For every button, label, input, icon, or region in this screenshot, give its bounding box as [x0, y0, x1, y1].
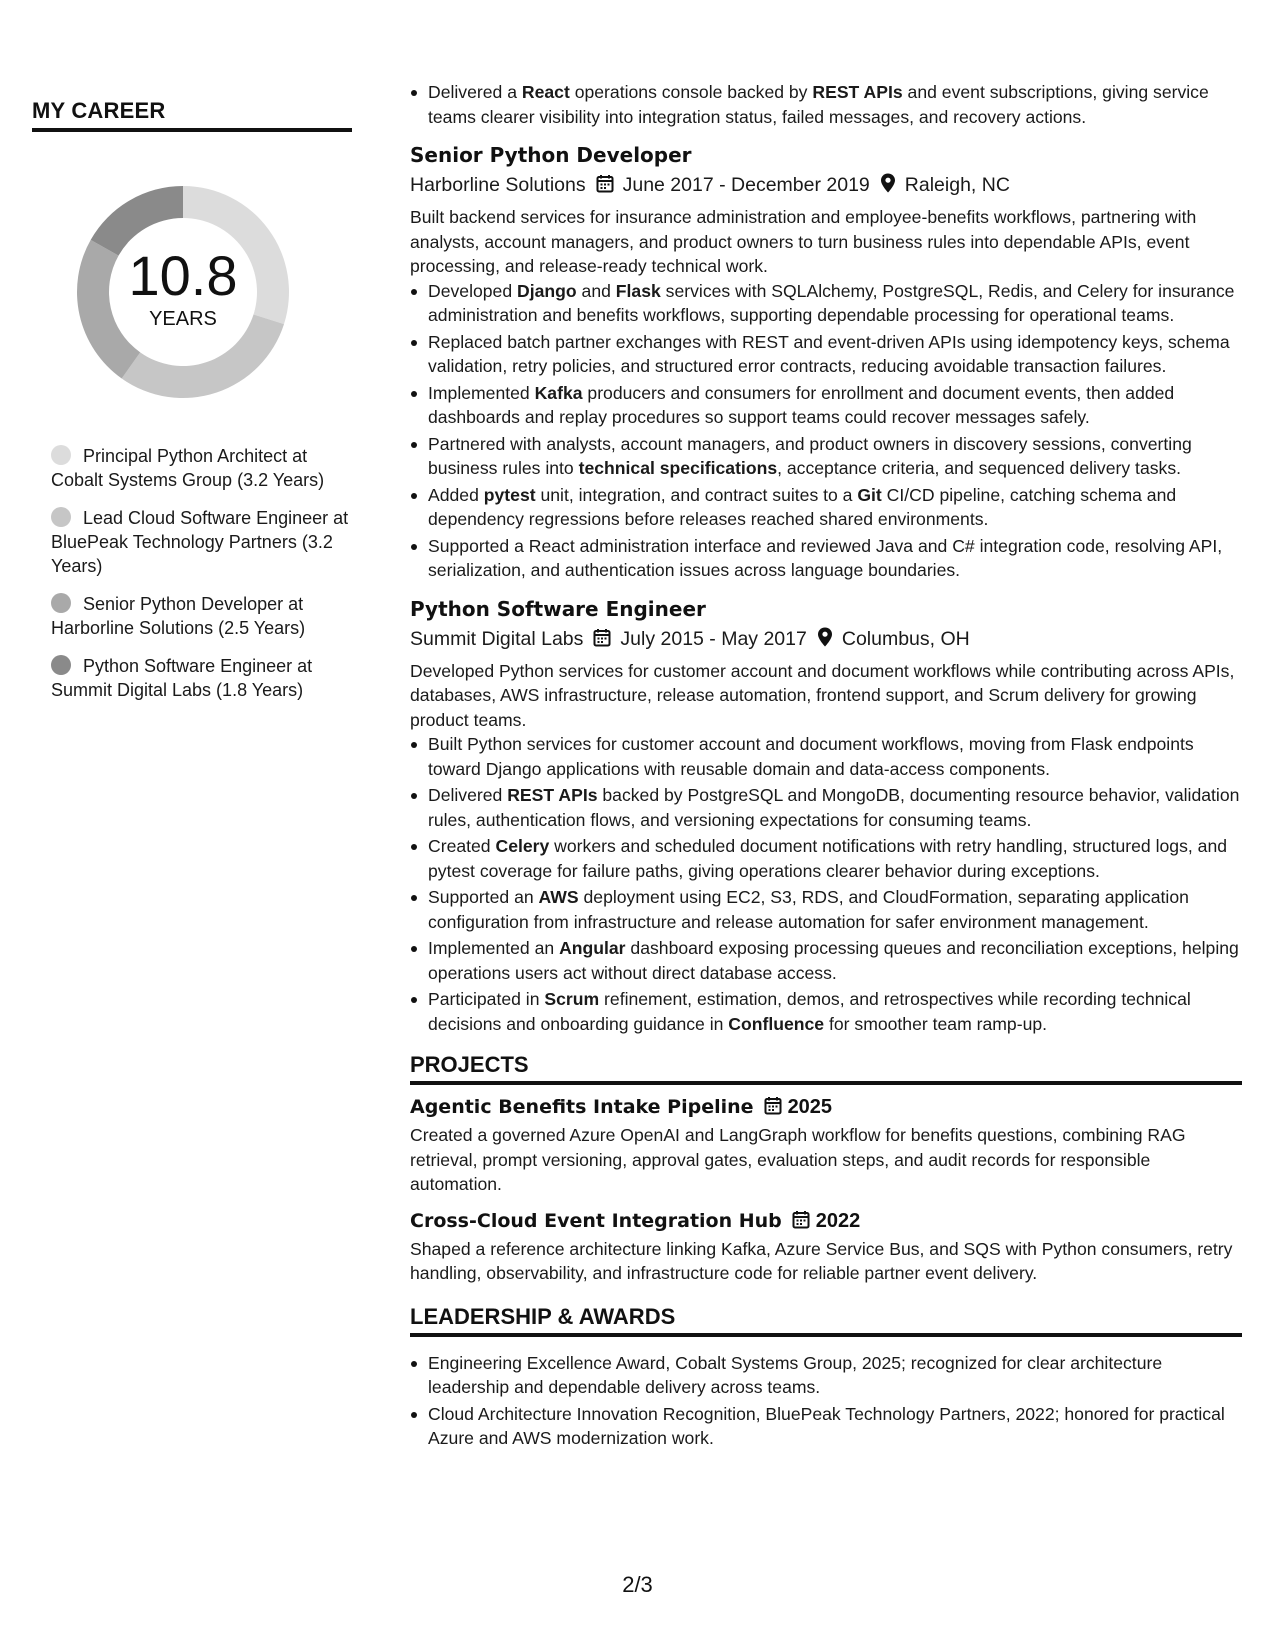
- text-run: Built Python services for customer account and document workflows, moving from Flask endpoints toward Django applications with reusable domain and data-access components.: [428, 734, 1194, 779]
- career-legend-label: Python Software Engineer at Summit Digital Labs (1.8 Years): [51, 656, 313, 700]
- text-run: for smoother team ramp-up.: [824, 1013, 1048, 1034]
- job-entry: [410, 141, 1242, 583]
- job-title: Python Software Engineer: [410, 596, 706, 621]
- bold-keyword: Scrum: [544, 989, 600, 1009]
- bold-keyword: Angular: [559, 938, 626, 958]
- project-entry: [410, 1207, 1242, 1286]
- bold-keyword: REST APIs: [507, 785, 598, 805]
- project-description: Shaped a reference architecture linking Kafka, Azure Service Bus, and SQS with Python consumers, retry handling, observability, and infrastructure code for reliable partner event delivery.: [410, 1238, 1233, 1283]
- bold-keyword: Flask: [615, 280, 661, 301]
- text-run: CI/CD pipeline, catching schema and dependency regressions before releases reached shared environments.: [428, 484, 1177, 529]
- career-legend-item: [51, 654, 352, 702]
- legend-dot: [51, 655, 71, 675]
- bullet-item: [410, 483, 1242, 532]
- job-summary: Built backend services for insurance administration and employee-benefits workflows, partnering with analysts, account managers, and product owners to turn business rules into dependable APIs, event processing, and release-ready technical work.: [410, 207, 1197, 276]
- job-bullets: [410, 732, 1242, 1036]
- awards-heading: LEADERSHIP & AWARDS: [410, 1304, 1242, 1337]
- project-year: 2022: [815, 1209, 861, 1232]
- awards-list: [410, 1351, 1242, 1451]
- bold-keyword: Confluence: [728, 1013, 825, 1034]
- text-run: Added: [428, 484, 484, 505]
- bold-keyword: React: [521, 82, 570, 102]
- award-item: Cloud Architecture Innovation Recognition, BluePeak Technology Partners, 2022; honored for practical Azure and AWS modernization work.: [410, 1402, 1242, 1451]
- award-item: Engineering Excellence Award, Cobalt Systems Group, 2025; recognized for clear architecture leadership and dependable delivery across teams.: [410, 1351, 1242, 1400]
- text-run: Delivered: [428, 785, 508, 805]
- bullet-item: [410, 936, 1242, 985]
- bullet-item: [410, 534, 1242, 583]
- job-meta: [410, 171, 1242, 199]
- bold-keyword: Celery: [495, 836, 550, 856]
- text-run: Implemented: [428, 382, 535, 403]
- bullet-item: [410, 834, 1242, 883]
- project-title-row: [410, 1207, 1242, 1235]
- projects-heading: PROJECTS: [410, 1052, 1242, 1085]
- project-year: 2025: [787, 1096, 833, 1118]
- text-run: producers and consumers for enrollment and document events, then added dashboards and replay procedures so support teams could recover messages safely.: [428, 382, 1175, 427]
- bullet-item: [410, 80, 1242, 129]
- bullet-item: [410, 987, 1242, 1036]
- text-run: unit, integration, and contract suites to a: [535, 484, 858, 505]
- text-run: Delivered a: [428, 82, 522, 102]
- text-run: backed by PostgreSQL and MongoDB, documenting resource behavior, validation rules, authentication flows, and versioning expectations for consuming teams.: [428, 785, 1240, 830]
- project-title: Cross-Cloud Event Integration Hub: [410, 1209, 782, 1232]
- text-run: and: [576, 280, 616, 301]
- bold-keyword: Kafka: [534, 382, 583, 403]
- bold-keyword: AWS: [538, 887, 579, 907]
- career-donut-chart: [67, 176, 299, 408]
- text-run: Created: [428, 836, 496, 856]
- bullet-item: [410, 783, 1242, 832]
- job-dates: July 2015 - May 2017: [620, 627, 807, 650]
- carryover-bullets: [410, 80, 1242, 129]
- job-meta: [410, 625, 1242, 653]
- job-title: Senior Python Developer: [410, 143, 692, 167]
- career-legend-item: [51, 506, 352, 578]
- calendar-icon: [593, 628, 611, 650]
- career-legend-item: [51, 444, 352, 492]
- legend-dot: [51, 507, 71, 527]
- text-run: workers and scheduled document notifications with retry handling, structured logs, and pytest coverage for failure paths, giving operations clearer behavior during exceptions.: [428, 836, 1228, 881]
- text-run: Participated in: [428, 989, 545, 1009]
- map-pin-icon: [880, 174, 896, 196]
- job-dates: June 2017 - December 2019: [622, 174, 870, 196]
- projects-list: [410, 1093, 1242, 1286]
- total-years-value: 10.8: [128, 244, 238, 307]
- career-legend-label: Lead Cloud Software Engineer at BluePeak Technology Partners (3.2 Years): [51, 508, 349, 576]
- bullet-item: [410, 732, 1242, 781]
- text-run: dashboard exposing processing queues and reconciliation exceptions, helping operations users act without direct database access.: [428, 938, 1239, 983]
- bold-keyword: REST APIs: [812, 82, 903, 102]
- job-bullets: [410, 279, 1242, 583]
- text-run: operations console backed by: [569, 82, 813, 102]
- text-run: and event subscriptions, giving service teams clearer visibility into integration status, failed messages, and recovery actions.: [428, 82, 1209, 127]
- career-legend-label: Principal Python Architect at Cobalt Systems Group (3.2 Years): [51, 446, 325, 490]
- main-content: [410, 80, 1242, 1453]
- job-location: Columbus, OH: [841, 627, 970, 650]
- bullet-item: [410, 885, 1242, 934]
- calendar-icon: [596, 174, 614, 196]
- project-title-row: [410, 1093, 1242, 1121]
- experience-list: [410, 141, 1242, 1036]
- text-run: , acceptance criteria, and sequenced delivery tasks.: [777, 458, 1182, 478]
- job-summary: Developed Python services for customer account and document workflows while contributing across APIs, databases, AWS infrastructure, release automation, frontend support, and Scrum delivery for growing product teams.: [410, 660, 1235, 730]
- bullet-item: [410, 381, 1242, 430]
- calendar-icon: [754, 1096, 788, 1118]
- donut-center: [67, 176, 299, 408]
- calendar-icon: [782, 1210, 816, 1232]
- text-run: Implemented an: [428, 938, 560, 958]
- text-run: Supported an: [428, 887, 539, 907]
- bold-keyword: pytest: [483, 484, 536, 505]
- project-title: Agentic Benefits Intake Pipeline: [410, 1096, 754, 1118]
- text-run: refinement, estimation, demos, and retrospectives while recording technical decisions and onboarding guidance in: [428, 989, 1191, 1034]
- text-run: Partnered with analysts, account managers, and product owners in discovery sessions, converting business rules into: [428, 433, 1192, 478]
- bullet-item: [410, 279, 1242, 328]
- bold-keyword: technical specifications: [578, 458, 778, 478]
- company-name: Harborline Solutions: [410, 174, 586, 196]
- career-sidebar: [32, 98, 352, 716]
- text-run: Developed: [428, 280, 518, 301]
- job-entry: [410, 595, 1242, 1037]
- career-legend: [32, 444, 352, 702]
- text-run: services with SQLAlchemy, PostgreSQL, Redis, and Celery for insurance administration and benefits workflows, supporting dependable processing for operational teams.: [428, 280, 1235, 325]
- career-legend-item: [51, 592, 352, 640]
- text-run: Supported a React administration interface and reviewed Java and C# integration code, resolving API, serialization, and authentication issues across language boundaries.: [428, 535, 1223, 580]
- map-pin-icon: [817, 628, 833, 650]
- career-legend-label: Senior Python Developer at Harborline Solutions (2.5 Years): [51, 594, 306, 638]
- text-run: deployment using EC2, S3, RDS, and CloudFormation, separating application configuration from infrastructure and release automation for safer environment management.: [428, 887, 1189, 932]
- career-heading: MY CAREER: [32, 98, 352, 132]
- bullet-item: [410, 330, 1242, 379]
- text-run: Replaced batch partner exchanges with REST and event-driven APIs using idempotency keys, schema validation, retry policies, and structured error contracts, reducing avoidable transaction failures.: [428, 331, 1230, 376]
- job-location: Raleigh, NC: [904, 174, 1010, 196]
- total-years-unit: YEARS: [149, 308, 217, 330]
- page-number: 2/3: [622, 1572, 653, 1597]
- bullet-item: [410, 432, 1242, 481]
- project-entry: [410, 1093, 1242, 1197]
- bold-keyword: Django: [517, 280, 577, 301]
- project-description: Created a governed Azure OpenAI and LangGraph workflow for benefits questions, combining RAG retrieval, prompt versioning, approval gates, evaluation steps, and audit records for responsible automation.: [410, 1125, 1186, 1194]
- bold-keyword: Git: [857, 484, 882, 505]
- legend-dot: [51, 445, 71, 465]
- legend-dot: [51, 593, 71, 613]
- company-name: Summit Digital Labs: [410, 627, 584, 650]
